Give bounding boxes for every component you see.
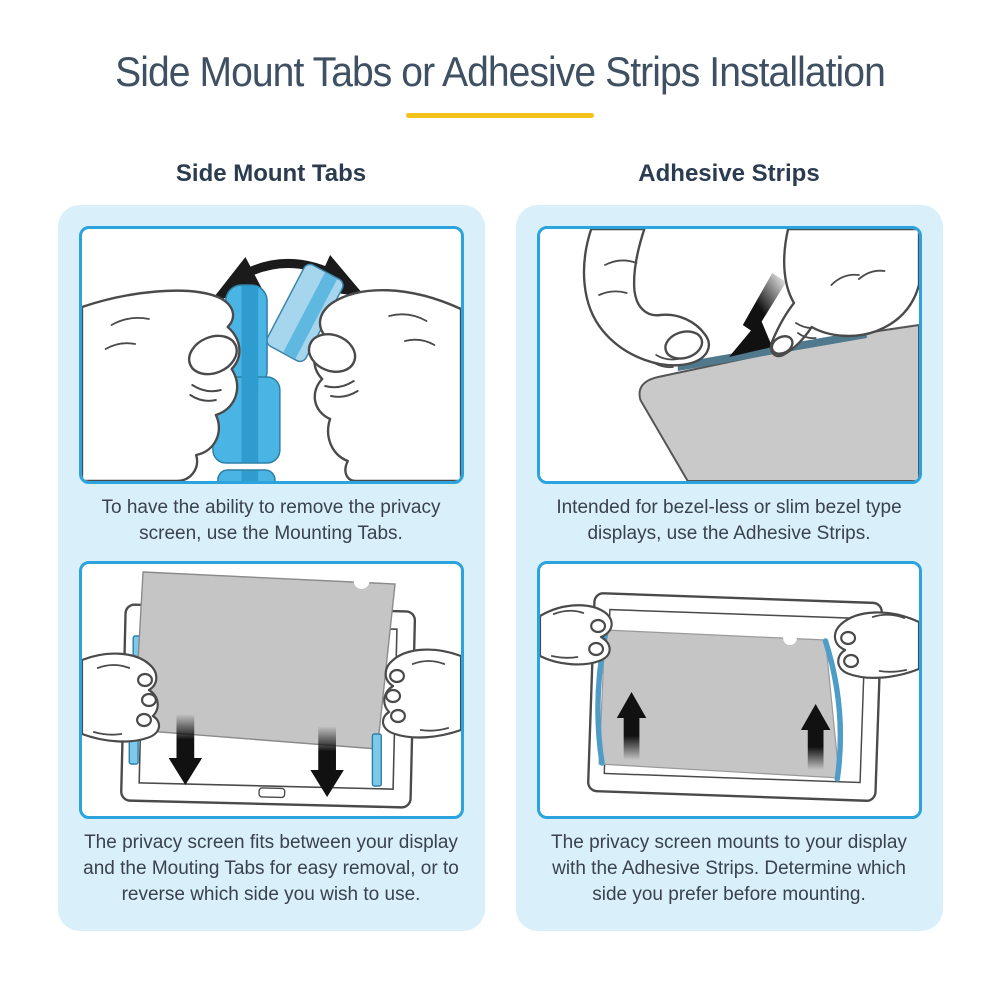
caption-screen-with-strips: The privacy screen mounts to your display with the Adhesive Strips. Determine which side you prefer before mounting. [551, 832, 907, 905]
caption-screen-into-tabs: The privacy screen fits between your display and the Mouting Tabs for easy removal, or to reverse which side you wish to use. [83, 832, 459, 905]
panel-side-mount-tabs [58, 205, 485, 931]
privacy-screen-sheet [134, 572, 395, 749]
column-heading-adhesive-strips: Adhesive Strips [638, 160, 820, 187]
page-title: Side Mount Tabs or Adhesive Strips Installation [115, 48, 885, 95]
caption-mounting-tabs: To have the ability to remove the privacy screen, use the Mounting Tabs. [101, 497, 441, 544]
hands-pressing-adhesive-strip-illustration [537, 226, 922, 484]
right-hand [834, 612, 918, 677]
right-hand [382, 650, 460, 738]
panel-adhesive-strips [516, 205, 943, 931]
column-heading-side-mount-tabs: Side Mount Tabs [175, 160, 367, 187]
caption-adhesive-strips: Intended for bezel-less or slim bezel type displays, use the Adhesive Strips. [556, 497, 902, 544]
instruction-columns [0, 118, 1000, 931]
hands-rotating-mounting-tabs-illustration [79, 226, 464, 484]
right-hand [303, 290, 460, 481]
left-hand [540, 605, 612, 664]
left-hand [584, 229, 709, 367]
installation-instructions-page [0, 48, 1000, 1000]
privacy-screen-with-adhesive-strips-illustration [537, 561, 922, 819]
privacy-screen-between-side-tabs-illustration [79, 561, 464, 819]
left-hand [82, 654, 159, 742]
column-side-mount-tabs [58, 118, 485, 931]
column-adhesive-strips [516, 118, 943, 931]
